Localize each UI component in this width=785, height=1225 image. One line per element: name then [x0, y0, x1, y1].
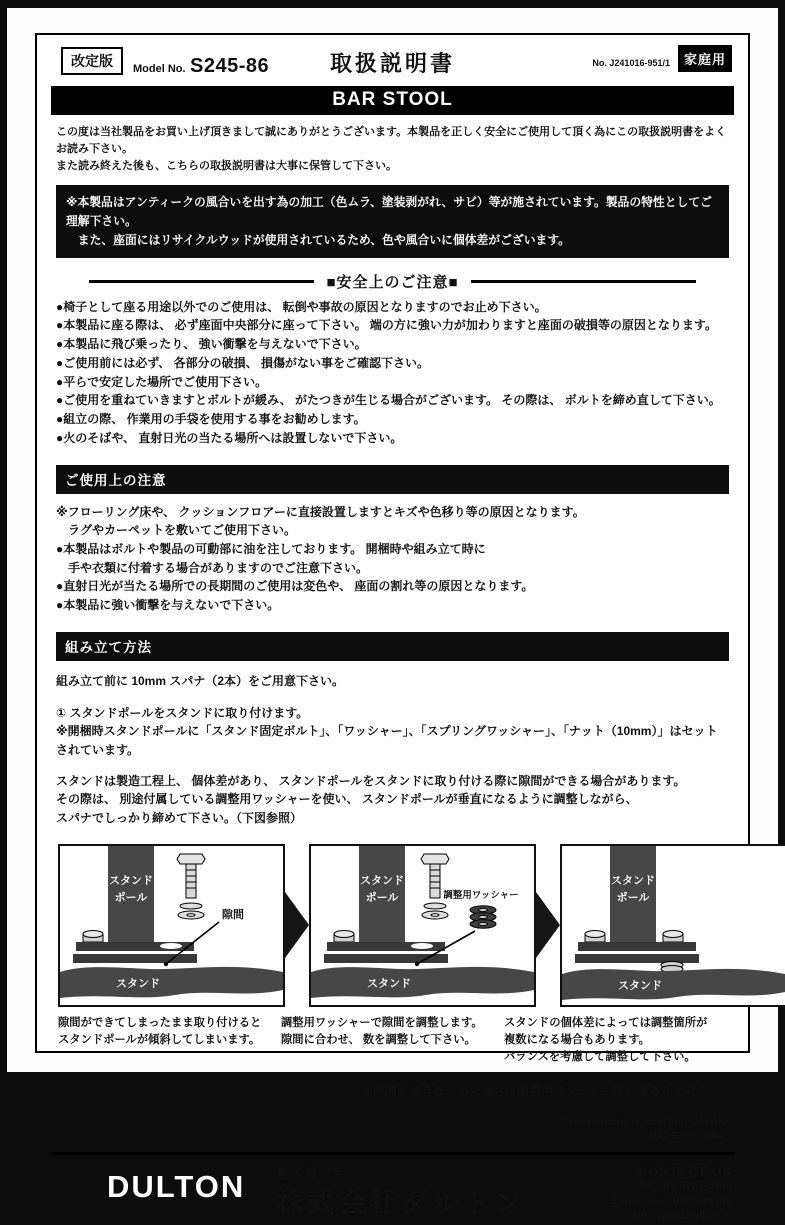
contact-email: Email : ec@dulton.com [610, 1195, 732, 1208]
usage-item: ラグやカーペットを敷いてご使用下さい。 [68, 523, 297, 538]
step1-text: ① スタンドポールをスタンドに取り付けます。 [56, 705, 309, 720]
contact-block [611, 1164, 732, 1225]
assembly-para-line: スタンドは製造工程上、 個体差があり、 スタンドポールをスタンドに取り付ける際に隙間ができる場合があります。 [56, 773, 686, 788]
assembly-step1 [56, 704, 729, 760]
svg-text:隙間: 隙間 [222, 908, 244, 921]
company-block [277, 1164, 525, 1220]
safety-item: ●本製品に飛び乗ったり、 強い衝撃を与えないで下さい。 [56, 337, 367, 352]
svg-text:スタンド: スタンド [618, 979, 662, 992]
usage-list [56, 503, 729, 615]
distributor-label: 輸入販売元 [277, 1165, 348, 1180]
svg-text:スタンド: スタンド [109, 874, 153, 887]
revision-badge: 改定版 [61, 47, 123, 75]
diagram-gap-drawing [60, 846, 283, 1004]
caption-line: 調整用ワッシャーで隙間を調整します。 [281, 1016, 483, 1029]
company-name: 株式会社ダルトン [277, 1187, 526, 1218]
svg-text:スタンド: スタンド [611, 874, 655, 887]
safety-list [56, 298, 729, 448]
contact-hp: HP : www.dulton.jp [632, 1210, 732, 1223]
assembly-para-line: スパナでしっかり締めて下さい。（下図参照） [56, 811, 303, 826]
manual-page [7, 8, 778, 1223]
arrow-right-icon [536, 892, 560, 958]
assembly-section-bar: 組み立て方法 [56, 632, 729, 661]
safety-item: ●ご使用前には必ず、 各部分の破損、 損傷がない事をご確認下さい。 [56, 355, 429, 370]
document-frame [35, 33, 750, 1223]
safety-item: ●組立の際、 作業用の手袋を使用する事をお勧めします。 [56, 412, 366, 427]
intro-line: この度は当社製品をお買い上げ頂きまして誠にありがとうございます。本製品を正しく安全にご使用して頂く為にこの取扱説明書をよくお読み下さい。 [56, 126, 727, 156]
step1-note: ※開梱時スタンドポールに「スタンド固定ボルト」、「ワッシャー」、「スプリングワッシャー」、「ナット（10mm）」はセットされています。 [56, 724, 718, 757]
document-number: No. J241016-951/1 [592, 58, 670, 68]
model-value: S245-86 [190, 55, 270, 77]
home-use-badge: 家庭用 [678, 45, 732, 72]
header [51, 45, 734, 81]
contact-tel: Tel : 03-6722-0940 [638, 1179, 732, 1192]
usage-item: ●本製品に強い衝撃を与えないで下さい。 [56, 598, 280, 613]
contact-heading: CONTACT US [637, 1163, 732, 1179]
warranty-note [56, 1116, 729, 1145]
warranty-line: *This warranty is valid only JAPAN [560, 1116, 725, 1128]
usage-item: ●直射日光が当たる場所での長期間のご使用は変色や、 座面の割れ等の原因となります。 [56, 579, 534, 594]
intro-line: また読み終えた後も、こちらの取扱説明書は大事に保管して下さい。 [56, 160, 397, 173]
assembly-para-line: その際は、 別途付属している調整用ワッシャーを使い、 スタンドポールが垂直になるように調整しながら、 [56, 792, 638, 807]
footer [51, 1152, 734, 1225]
intro-paragraph [56, 124, 729, 175]
caption-line: スタンドポールが傾斜してしまいます。 [58, 1033, 261, 1046]
safety-heading [56, 271, 729, 292]
diagram-gap [58, 844, 285, 1007]
safety-item: ●平らで安定した場所でご使用下さい。 [56, 374, 268, 389]
svg-text:スタンド: スタンド [116, 977, 160, 990]
caption-3 [504, 1015, 727, 1066]
safety-item: ●火のそばや、 直射日光の当たる場所へは設置しないで下さい。 [56, 430, 403, 445]
svg-text:スタンド: スタンド [367, 977, 411, 990]
caption-line: スタンドの個体差によっては調整箇所が [504, 1016, 708, 1029]
header-right [592, 45, 732, 72]
svg-text:ポール: ポール [365, 891, 399, 904]
usage-section-bar: ご使用上の注意 [56, 465, 729, 494]
notice-line: ※本製品はアンティークの風合いを出す為の加工（色ムラ、塗装剥がれ、サビ）等が施されています。製品の特性としてご理解下さい。 [66, 195, 712, 229]
page-title: 取扱説明書 [329, 51, 455, 76]
diagram-captions [56, 1015, 729, 1066]
caption-line: 複数になる場合もあります。 [504, 1033, 650, 1046]
safety-item: ●ご使用を重ねていきますとボルトが緩み、 がたつきが生じる場合がございます。 その際は、 ボルトを締め直して下さい。 [56, 393, 721, 408]
usage-item: ※フローリング床や、 クッションフロアーに直接設置しますとキズや色移り等の原因となります。 [56, 504, 585, 519]
caption-2 [281, 1015, 504, 1066]
diagram-assembled-drawing [562, 846, 785, 1004]
svg-text:ポール: ポール [114, 891, 148, 904]
safety-item: ●本製品に座る際は、 必ず座面中央部分に座って下さい。 端の方に強い力が加わりますと座面の破損等の原因となります。 [56, 318, 717, 333]
heading-rule-right [471, 280, 696, 283]
caption-line: 隙間ができてしまったまま取り付けると [58, 1016, 262, 1029]
caption-1 [58, 1015, 281, 1066]
svg-text:スタンド: スタンド [360, 874, 404, 887]
assembly-paragraph [56, 772, 729, 828]
safety-item: ●椅子として座る用途以外でのご使用は、 転倒や事故の原因となりますのでお止め下さい。 [56, 299, 547, 314]
caption-line: バランスを考慮して調整して下さい。 [504, 1050, 696, 1063]
arrow-right-icon [285, 892, 309, 958]
diagram-adjust-drawing [311, 846, 534, 1004]
usage-item: ●本製品はボルトや製品の可動部に油を注しております。 開梱時や組み立て時に [56, 541, 486, 556]
assembly-prep: 組み立て前に 10mm スパナ（2本）をご用意下さい。 [56, 673, 345, 688]
model-label: Model No. [133, 63, 186, 75]
diagram-assembled [560, 844, 785, 1007]
washer-note: ※隙間ができなかった場合は調整用ワッシャーは必要ありません。 [361, 1083, 721, 1098]
dulton-logo: DULTON [91, 1164, 261, 1212]
notice-line: また、座面にはリサイクルウッドが使用されているため、色や風合いに個体差がございます。 [77, 232, 570, 247]
safety-heading-text: ■安全上のご注意■ [326, 273, 459, 291]
antique-notice-box [56, 185, 729, 258]
assembly-diagrams [56, 844, 729, 1007]
content [51, 124, 734, 1145]
svg-text:調整用ワッシャー: 調整用ワッシャー [443, 889, 519, 901]
usage-item: 手や衣類に付着する場合がありますのでご注意下さい。 [68, 560, 369, 575]
warranty-line: MADE IN CHINA [648, 1131, 725, 1143]
heading-rule-left [89, 280, 314, 283]
product-name-bar: BAR STOOL [51, 86, 734, 115]
svg-text:ポール: ポール [616, 891, 650, 904]
diagram-adjust-washer [309, 844, 536, 1007]
caption-line: 隙間に合わせ、 数を調整して下さい。 [281, 1033, 476, 1046]
